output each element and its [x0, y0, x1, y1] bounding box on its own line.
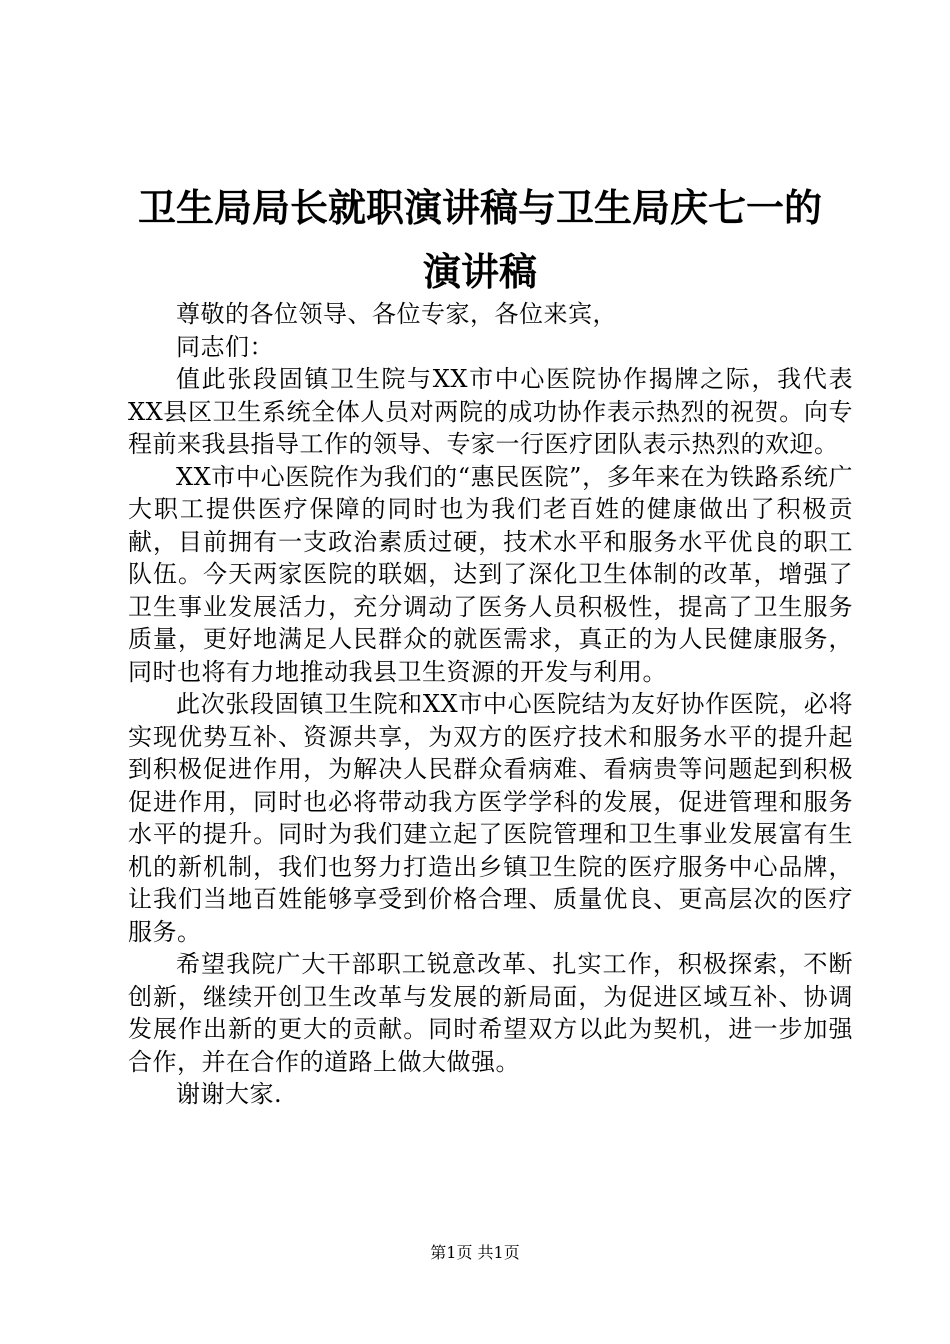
page-title: 卫生局局长就职演讲稿与卫生局庆七一的演讲稿 — [137, 185, 822, 294]
closing: 谢谢大家. — [176, 1080, 283, 1108]
paragraph: 希望我院广大干部职工锐意改革、扎实工作，积极探索，不断创新，继续开创卫生改革与发展的新局面，为促进区域互补、协调发展作出新的更大的贡献。同时希望双方以此为契机，进一步加强合作，并在合作的道路上做大做强。 — [128, 950, 853, 1076]
salutation: 尊敬的各位领导、各位专家，各位来宾， — [176, 300, 617, 328]
page-number: 第1页 共1页 — [430, 1243, 520, 1262]
document-body — [128, 298, 853, 1111]
paragraph: 值此张段固镇卫生院与XX市中心医院协作揭牌之际，我代表XX县区卫生系统全体人员对两院的成功协作表示热烈的祝贺。向专程前来我县指导工作的领导、专家一行医疗团队表示热烈的欢迎。 — [128, 365, 853, 458]
salutation-comrades: 同志们： — [176, 332, 274, 361]
paragraph: 此次张段固镇卫生院和XX市中心医院结为友好协作医院，必将实现优势互补、资源共享，为双方的医疗技术和服务水平的提升起到积极促进作用，为解决人民群众看病难、看病贵等问题起到积极促进作用，同时也必将带动我方医学学科的发展，促进管理和服务水平的提升。同时为我们建立起了医院管理和卫生事业发展富有生机的新机制，我们也努力打造出乡镇卫生院的医疗服务中心品牌，让我们当地百姓能够享受到价格合理、质量优良、更高层次的医疗服务。 — [128, 690, 853, 946]
paragraph: XX市中心医院作为我们的“惠民医院”，多年来在为铁路系统广大职工提供医疗保障的同时也为我们老百姓的健康做出了积极贡献，目前拥有一支政治素质过硬，技术水平和服务水平优良的职工队伍。今天两家医院的联姻，达到了深化卫生体制的改革，增强了卫生事业发展活力，充分调动了医务人员积极性，提高了卫生服务质量，更好地满足人民群众的就医需求，真正的为人民健康服务，同时也将有力地推动我县卫生资源的开发与利用。 — [128, 462, 853, 686]
